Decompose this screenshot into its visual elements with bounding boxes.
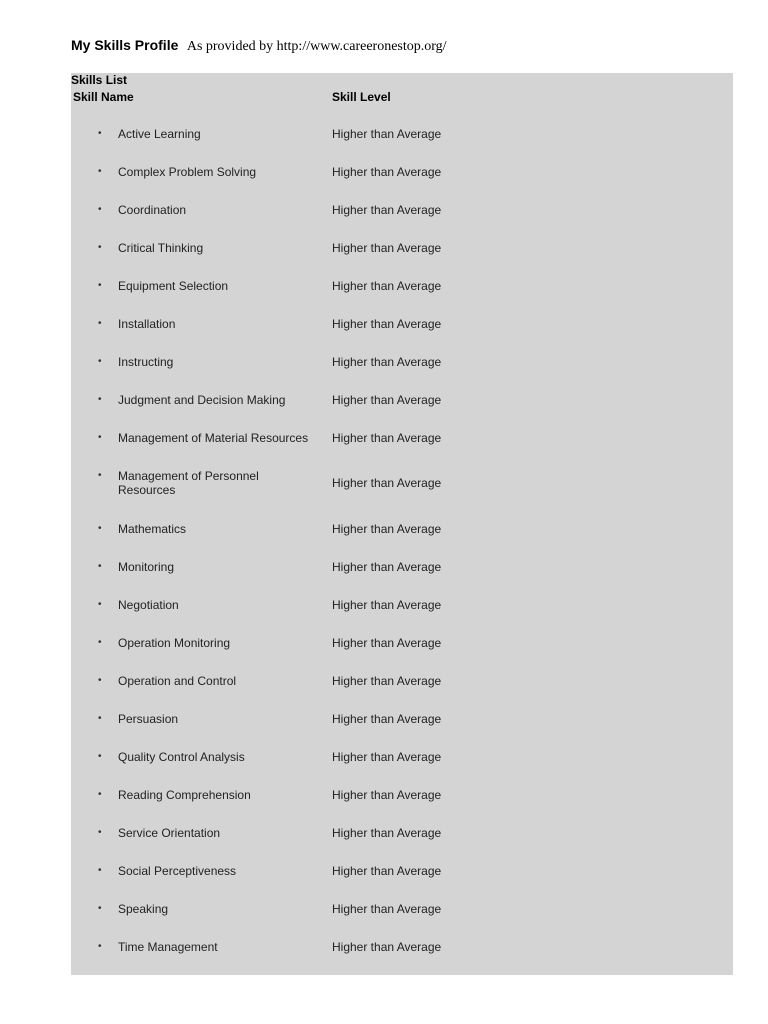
bullet-icon: •: [98, 675, 102, 686]
bullet-icon: •: [98, 128, 102, 139]
skill-level: Higher than Average: [332, 826, 442, 840]
skill-name: Active Learning: [118, 127, 201, 141]
source-attribution: As provided by http://www.careeronestop.org/: [186, 39, 447, 54]
skill-level: Higher than Average: [332, 317, 442, 331]
bullet-icon: •: [98, 713, 102, 724]
bullet-icon: •: [98, 561, 102, 572]
bullet-icon: •: [98, 166, 102, 177]
skill-level: Higher than Average: [332, 560, 442, 574]
skill-name: Social Perceptiveness: [118, 864, 237, 878]
bullet-icon: •: [98, 432, 102, 443]
skill-level: Higher than Average: [332, 355, 442, 369]
skills-list-panel: [71, 73, 733, 975]
skill-level: Higher than Average: [332, 902, 442, 916]
skill-name: Coordination: [118, 203, 187, 217]
skill-name: Management of Material Resources: [118, 431, 309, 445]
bullet-icon: •: [98, 865, 102, 876]
skill-level: Higher than Average: [332, 674, 442, 688]
skill-name: Persuasion: [118, 712, 179, 726]
skill-level: Higher than Average: [332, 241, 442, 255]
bullet-icon: •: [98, 751, 102, 762]
skill-name: Operation Monitoring: [118, 636, 231, 650]
skill-level: Higher than Average: [332, 165, 442, 179]
bullet-icon: •: [98, 523, 102, 534]
skill-name: Management of Personnel Resources: [118, 469, 259, 497]
bullet-icon: •: [98, 599, 102, 610]
skill-level: Higher than Average: [332, 431, 442, 445]
skill-name: Reading Comprehension: [118, 788, 251, 802]
skill-level: Higher than Average: [332, 636, 442, 650]
bullet-icon: •: [98, 318, 102, 329]
skill-name: Installation: [118, 317, 176, 331]
skill-name: Monitoring: [118, 560, 175, 574]
skill-name: Quality Control Analysis: [118, 750, 245, 764]
skill-level: Higher than Average: [332, 279, 442, 293]
skill-level-column-header: Skill Level: [332, 90, 391, 104]
skill-name: Time Management: [118, 940, 218, 954]
skill-level: Higher than Average: [332, 127, 442, 141]
skill-level: Higher than Average: [332, 864, 442, 878]
skill-level: Higher than Average: [332, 522, 442, 536]
bullet-icon: •: [98, 637, 102, 648]
skill-name: Instructing: [118, 355, 174, 369]
skill-level: Higher than Average: [332, 788, 442, 802]
skill-level: Higher than Average: [332, 712, 442, 726]
bullet-icon: •: [98, 903, 102, 914]
skill-name: Judgment and Decision Making: [118, 393, 286, 407]
skills-list-title: Skills List: [71, 73, 128, 87]
bullet-icon: •: [98, 470, 102, 481]
skill-level: Higher than Average: [332, 476, 442, 490]
bullet-icon: •: [98, 356, 102, 367]
skill-level: Higher than Average: [332, 598, 442, 612]
skill-name: Speaking: [118, 902, 169, 916]
skill-level: Higher than Average: [332, 750, 442, 764]
bullet-icon: •: [98, 394, 102, 405]
skill-name: Equipment Selection: [118, 279, 229, 293]
skill-level: Higher than Average: [332, 203, 442, 217]
skill-name: Negotiation: [118, 598, 179, 612]
page-header: [71, 37, 447, 55]
skill-name: Service Orientation: [118, 826, 221, 840]
bullet-icon: •: [98, 204, 102, 215]
skill-level: Higher than Average: [332, 393, 442, 407]
bullet-icon: •: [98, 789, 102, 800]
skill-name: Critical Thinking: [118, 241, 204, 255]
skill-name: Mathematics: [118, 522, 187, 536]
bullet-icon: •: [98, 827, 102, 838]
bullet-icon: •: [98, 280, 102, 291]
skill-name: Complex Problem Solving: [118, 165, 257, 179]
skill-level: Higher than Average: [332, 940, 442, 954]
skill-name-column-header: Skill Name: [73, 90, 134, 104]
bullet-icon: •: [98, 941, 102, 952]
page-title: My Skills Profile: [71, 37, 179, 53]
skill-name: Operation and Control: [118, 674, 237, 688]
bullet-icon: •: [98, 242, 102, 253]
